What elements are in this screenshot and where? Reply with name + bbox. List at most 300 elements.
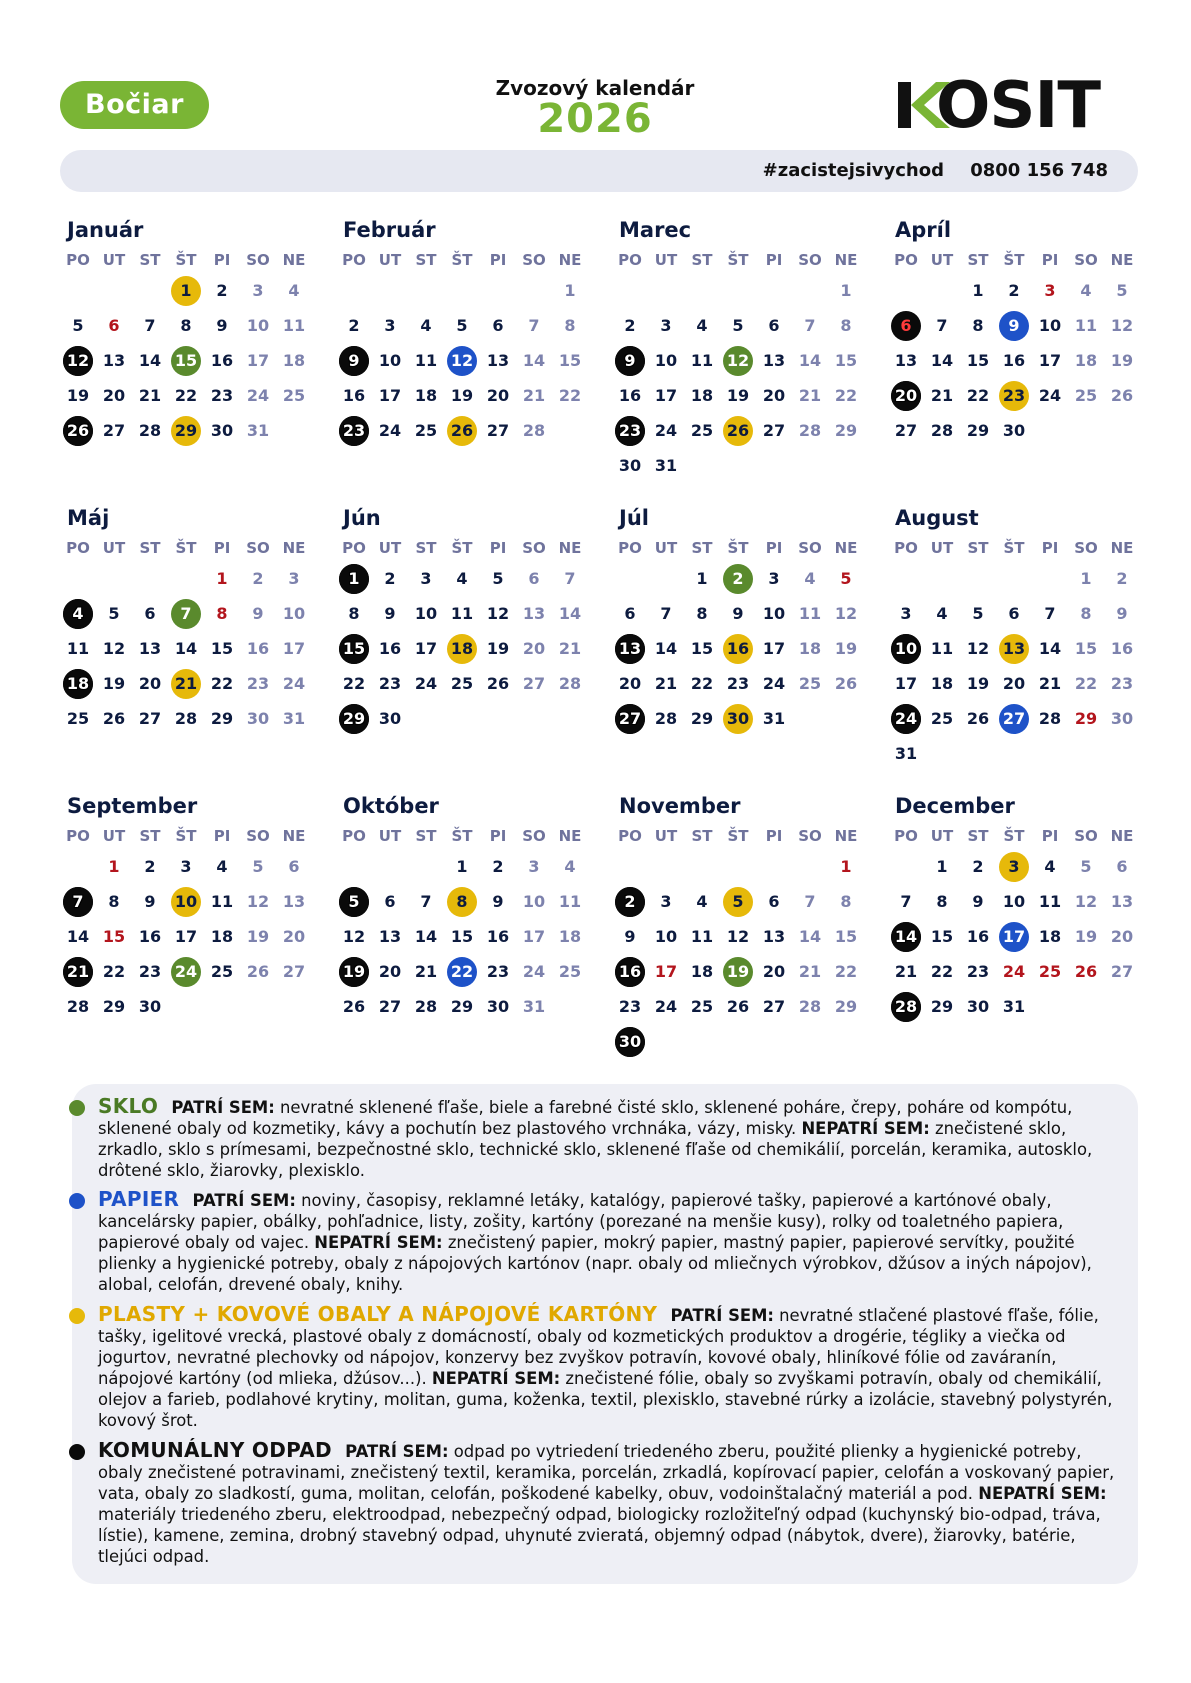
calendar-day: 7 — [660, 604, 672, 623]
calendar-day: 26 — [834, 674, 858, 693]
weekday-label: ST — [967, 539, 989, 557]
calendar-day: 13 — [615, 634, 645, 664]
calendar-day: 12 — [726, 927, 750, 946]
weekday-label: UT — [378, 539, 402, 557]
calendar-day: 9 — [144, 892, 156, 911]
calendar-day: 21 — [1038, 674, 1062, 693]
calendar-day: 14 — [138, 351, 162, 370]
calendar-day: 15 — [450, 927, 474, 946]
calendar-day: 3 — [252, 281, 264, 300]
calendar-day: 12 — [447, 346, 477, 376]
weekday-label: NE — [282, 539, 306, 557]
calendar-day: 20 — [762, 962, 786, 981]
weekday-label: ST — [139, 827, 161, 845]
calendar-day: 23 — [246, 674, 270, 693]
calendar-day: 12 — [63, 346, 93, 376]
calendar-day: 27 — [378, 997, 402, 1016]
calendar-day: 4 — [1044, 857, 1056, 876]
weekday-label: PI — [765, 827, 783, 845]
calendar-day: 28 — [930, 421, 954, 440]
calendar-day: 8 — [840, 892, 852, 911]
calendar-day: 21 — [138, 386, 162, 405]
calendar-day: 5 — [456, 316, 468, 335]
calendar-day: 21 — [414, 962, 438, 981]
month-name: Júl — [619, 506, 649, 530]
calendar-day: 6 — [768, 316, 780, 335]
calendar-day: 5 — [723, 887, 753, 917]
calendar-day: 4 — [216, 857, 228, 876]
weekday-label: PO — [66, 539, 90, 557]
weekday-label: SO — [1074, 539, 1098, 557]
calendar-day: 6 — [144, 604, 156, 623]
calendar-day: 30 — [615, 1027, 645, 1057]
calendar-day: 1 — [108, 857, 120, 876]
calendar-day: 17 — [522, 927, 546, 946]
calendar-day: 10 — [171, 887, 201, 917]
calendar-day: 3 — [900, 604, 912, 623]
blue-dot-icon — [69, 1193, 85, 1209]
calendar-day: 16 — [246, 639, 270, 658]
calendar-day: 21 — [522, 386, 546, 405]
calendar-title: Zvozový kalendár — [495, 76, 695, 100]
calendar-day: 25 — [930, 709, 954, 728]
calendar-day: 18 — [414, 386, 438, 405]
calendar-day: 8 — [216, 604, 228, 623]
calendar-day: 26 — [63, 416, 93, 446]
calendar-day: 15 — [558, 351, 582, 370]
calendar-day: 11 — [558, 892, 582, 911]
calendar-day: 28 — [798, 421, 822, 440]
weekday-label: ŠT — [1003, 539, 1025, 557]
calendar-day: 10 — [378, 351, 402, 370]
weekday-label: ŠT — [175, 539, 197, 557]
calendar-day: 17 — [654, 386, 678, 405]
calendar-day: 20 — [522, 639, 546, 658]
calendar-day: 4 — [804, 569, 816, 588]
weekday-label: PI — [213, 539, 231, 557]
calendar-day: 13 — [522, 604, 546, 623]
calendar-day: 19 — [726, 386, 750, 405]
calendar-day: 18 — [1074, 351, 1098, 370]
weekday-label: PO — [66, 251, 90, 269]
calendar-day: 2 — [348, 316, 360, 335]
month-4 — [888, 218, 1146, 498]
calendar-day: 25 — [1038, 962, 1062, 981]
calendar-day: 17 — [282, 639, 306, 658]
calendar-day: 30 — [246, 709, 270, 728]
calendar-day: 29 — [339, 704, 369, 734]
weekday-label: PI — [765, 539, 783, 557]
calendar-day: 11 — [66, 639, 90, 658]
weekday-label: ST — [691, 827, 713, 845]
month-6 — [336, 506, 594, 786]
calendar-day: 28 — [414, 997, 438, 1016]
calendar-day: 21 — [798, 962, 822, 981]
calendar-day: 21 — [63, 957, 93, 987]
calendar-day: 7 — [63, 887, 93, 917]
calendar-day: 1 — [840, 857, 852, 876]
weekday-label: ŠT — [451, 827, 473, 845]
weekday-label: PI — [213, 251, 231, 269]
calendar-day: 20 — [1002, 674, 1026, 693]
calendar-day: 2 — [723, 564, 753, 594]
calendar-day: 29 — [834, 997, 858, 1016]
calendar-day: 18 — [690, 386, 714, 405]
calendar-day: 1 — [972, 281, 984, 300]
calendar-day: 6 — [891, 311, 921, 341]
month-11 — [612, 794, 870, 1074]
calendar-day: 19 — [1074, 927, 1098, 946]
calendar-day: 1 — [936, 857, 948, 876]
weekday-label: UT — [102, 251, 126, 269]
weekday-label: PO — [618, 539, 642, 557]
calendar-day: 27 — [282, 962, 306, 981]
weekday-label: SO — [246, 251, 270, 269]
calendar-day: 24 — [414, 674, 438, 693]
calendar-day: 1 — [696, 569, 708, 588]
calendar-day: 4 — [420, 316, 432, 335]
calendar-day: 2 — [615, 887, 645, 917]
calendar-day: 12 — [966, 639, 990, 658]
calendar-day: 3 — [180, 857, 192, 876]
legend-no-text: znečistené sklo, zrkadlo, sklo s prímesami, bezpečnostné sklo, technické sklo, sklenené fľaše od chemikálií, porcelán, keramika, autosklo, drôtené sklo, žiarovky, plexisklo. — [98, 1119, 1093, 1180]
calendar-day: 22 — [1074, 674, 1098, 693]
calendar-day: 21 — [558, 639, 582, 658]
calendar-day: 15 — [966, 351, 990, 370]
month-name: August — [895, 506, 979, 530]
calendar-day: 10 — [1002, 892, 1026, 911]
legend-yes-text: nevratné stlačené plastové fľaše, fólie, tašky, igelitové vrecká, plastové obaly z domácností, obaly od kozmetických produktov a drogérie, tégliky a viečka od jogurtov, nevratné plechovky od nápojov, konzervy bez zvyškov potravín, kovové obaly, hliníkové fólie od zaváranín, nápojové kartóny (od mlieka, džúsov...). — [98, 1306, 1099, 1388]
calendar-day: 28 — [522, 421, 546, 440]
calendar-day: 17 — [999, 922, 1029, 952]
calendar-day: 16 — [723, 634, 753, 664]
weekday-label: ST — [415, 251, 437, 269]
calendar-day: 5 — [108, 604, 120, 623]
calendar-day: 11 — [798, 604, 822, 623]
calendar-day: 28 — [891, 992, 921, 1022]
calendar-day: 2 — [624, 316, 636, 335]
calendar-day: 2 — [252, 569, 264, 588]
calendar-day: 28 — [138, 421, 162, 440]
calendar-day: 4 — [564, 857, 576, 876]
calendar-day: 20 — [486, 386, 510, 405]
calendar-day: 29 — [834, 421, 858, 440]
calendar-day: 11 — [450, 604, 474, 623]
legend-no-text: materiály triedeného zberu, elektroodpad, nebezpečný odpad, biologicky rozložiteľný odpad (kuchynský bio-odpad, tráva, lístie), kamene, zemina, drobný stavebný odpad, uhynuté zvieratá, objemný odpad (nábytok, dvere), žiarovky, batérie, tlejúci odpad. — [98, 1505, 1101, 1566]
weekday-label: UT — [378, 827, 402, 845]
weekday-label: ŠT — [1003, 827, 1025, 845]
calendar-day: 12 — [102, 639, 126, 658]
weekday-label: UT — [102, 827, 126, 845]
calendar-day: 8 — [936, 892, 948, 911]
weekday-label: PO — [894, 539, 918, 557]
calendar-day: 7 — [171, 599, 201, 629]
calendar-day: 25 — [690, 997, 714, 1016]
calendar-day: 9 — [384, 604, 396, 623]
calendar-day: 14 — [654, 639, 678, 658]
calendar-day: 16 — [138, 927, 162, 946]
calendar-day: 6 — [384, 892, 396, 911]
calendar-day: 2 — [972, 857, 984, 876]
weekday-label: PO — [342, 827, 366, 845]
calendar-day: 16 — [378, 639, 402, 658]
calendar-day: 10 — [891, 634, 921, 664]
calendar-day: 22 — [966, 386, 990, 405]
calendar-day: 1 — [456, 857, 468, 876]
calendar-day: 12 — [1110, 316, 1134, 335]
calendar-day: 3 — [384, 316, 396, 335]
weekday-header — [888, 827, 1146, 847]
calendar-day: 25 — [1074, 386, 1098, 405]
calendar-day: 14 — [522, 351, 546, 370]
weekday-label: ŠT — [451, 251, 473, 269]
weekday-label: PO — [618, 827, 642, 845]
calendar-day: 1 — [840, 281, 852, 300]
calendar-day: 13 — [762, 927, 786, 946]
legend-no-label: NEPATRÍ SEM: — [431, 1369, 561, 1388]
month-8 — [888, 506, 1146, 786]
calendar-day: 18 — [282, 351, 306, 370]
calendar-day: 5 — [732, 316, 744, 335]
weekday-label: NE — [1110, 827, 1134, 845]
weekday-label: PI — [765, 251, 783, 269]
calendar-day: 16 — [615, 957, 645, 987]
calendar-day: 14 — [174, 639, 198, 658]
weekday-label: PI — [213, 827, 231, 845]
calendar-day: 22 — [102, 962, 126, 981]
calendar-day: 2 — [492, 857, 504, 876]
weekday-header — [888, 539, 1146, 559]
calendar-day: 8 — [696, 604, 708, 623]
calendar-day: 14 — [66, 927, 90, 946]
calendar-day: 18 — [447, 634, 477, 664]
calendar-day: 11 — [282, 316, 306, 335]
calendar-day: 28 — [798, 997, 822, 1016]
calendar-day: 8 — [564, 316, 576, 335]
calendar-day: 15 — [339, 634, 369, 664]
calendar-day: 17 — [894, 674, 918, 693]
weekday-label: SO — [522, 539, 546, 557]
calendar-day: 15 — [1074, 639, 1098, 658]
phone-number[interactable]: 0800 156 748 — [970, 160, 1108, 181]
weekday-label: ŠT — [727, 827, 749, 845]
calendar-day: 9 — [972, 892, 984, 911]
calendar-day: 25 — [210, 962, 234, 981]
calendar-day: 14 — [414, 927, 438, 946]
calendar-year: 2026 — [537, 96, 653, 142]
calendar-day: 30 — [210, 421, 234, 440]
month-name: December — [895, 794, 1015, 818]
calendar-day: 22 — [342, 674, 366, 693]
calendar-day: 9 — [216, 316, 228, 335]
weekday-label: NE — [834, 827, 858, 845]
calendar-day: 8 — [348, 604, 360, 623]
calendar-day: 3 — [1044, 281, 1056, 300]
calendar-day: 30 — [723, 704, 753, 734]
calendar-day: 24 — [762, 674, 786, 693]
weekday-label: NE — [558, 539, 582, 557]
calendar-day: 3 — [660, 892, 672, 911]
calendar-day: 19 — [339, 957, 369, 987]
calendar-day: 22 — [174, 386, 198, 405]
calendar-day: 7 — [900, 892, 912, 911]
weekday-label: SO — [246, 827, 270, 845]
calendar-day: 22 — [930, 962, 954, 981]
calendar-day: 27 — [762, 421, 786, 440]
calendar-day: 30 — [378, 709, 402, 728]
calendar-day: 18 — [558, 927, 582, 946]
calendar-day: 24 — [654, 421, 678, 440]
legend-yes-label: PATRÍ SEM: — [345, 1442, 449, 1461]
calendar-day: 11 — [414, 351, 438, 370]
weekday-label: ST — [691, 539, 713, 557]
weekday-label: ST — [691, 251, 713, 269]
calendar-day: 7 — [144, 316, 156, 335]
weekday-label: UT — [654, 827, 678, 845]
calendar-day: 8 — [840, 316, 852, 335]
calendar-day: 23 — [378, 674, 402, 693]
calendar-day: 30 — [1110, 709, 1134, 728]
waste-legend — [72, 1084, 1138, 1584]
calendar-day: 21 — [894, 962, 918, 981]
calendar-day: 11 — [690, 351, 714, 370]
calendar-day: 24 — [378, 421, 402, 440]
weekday-label: UT — [654, 251, 678, 269]
legend-no-label: NEPATRÍ SEM: — [801, 1119, 930, 1138]
calendar-day: 25 — [690, 421, 714, 440]
calendar-day: 23 — [138, 962, 162, 981]
calendar-day: 23 — [1110, 674, 1134, 693]
month-name: Október — [343, 794, 439, 818]
legend-yes-label: PATRÍ SEM: — [670, 1306, 774, 1325]
calendar-day: 16 — [618, 386, 642, 405]
legend-no-label: NEPATRÍ SEM: — [314, 1233, 443, 1252]
calendar-day: 20 — [891, 381, 921, 411]
calendar-day: 27 — [1110, 962, 1134, 981]
calendar-day: 13 — [282, 892, 306, 911]
calendar-day: 18 — [798, 639, 822, 658]
calendar-day: 13 — [999, 634, 1029, 664]
calendar-day: 15 — [834, 351, 858, 370]
calendar-day: 4 — [696, 892, 708, 911]
calendar-day: 19 — [450, 386, 474, 405]
legend-item-sklo — [98, 1096, 1118, 1181]
calendar-day: 16 — [342, 386, 366, 405]
weekday-label: SO — [522, 251, 546, 269]
calendar-day: 23 — [618, 997, 642, 1016]
calendar-day: 31 — [1002, 997, 1026, 1016]
calendar-day: 9 — [624, 927, 636, 946]
month-2 — [336, 218, 594, 498]
calendar-day: 4 — [63, 599, 93, 629]
calendar-day: 27 — [999, 704, 1029, 734]
calendar-day: 6 — [768, 892, 780, 911]
calendar-day: 15 — [210, 639, 234, 658]
calendar-day: 13 — [762, 351, 786, 370]
calendar-day: 25 — [450, 674, 474, 693]
calendar-day: 16 — [966, 927, 990, 946]
calendar-day: 13 — [894, 351, 918, 370]
weekday-header — [612, 539, 870, 559]
month-1 — [60, 218, 318, 498]
calendar-day: 8 — [1080, 604, 1092, 623]
weekday-label: PO — [618, 251, 642, 269]
calendar-day: 17 — [378, 386, 402, 405]
calendar-day: 17 — [246, 351, 270, 370]
calendar-day: 10 — [654, 351, 678, 370]
weekday-label: ŠT — [451, 539, 473, 557]
calendar-day: 21 — [930, 386, 954, 405]
month-name: Apríl — [895, 218, 952, 242]
calendar-day: 2 — [384, 569, 396, 588]
calendar-day: 6 — [288, 857, 300, 876]
calendar-day: 10 — [762, 604, 786, 623]
calendar-day: 20 — [102, 386, 126, 405]
calendar-day: 12 — [246, 892, 270, 911]
calendar-day: 30 — [966, 997, 990, 1016]
calendar-day: 30 — [618, 456, 642, 475]
weekday-label: ST — [139, 251, 161, 269]
weekday-label: NE — [558, 827, 582, 845]
weekday-label: SO — [246, 539, 270, 557]
calendar-day: 20 — [378, 962, 402, 981]
calendar-day: 11 — [210, 892, 234, 911]
weekday-label: NE — [282, 251, 306, 269]
weekday-label: UT — [654, 539, 678, 557]
calendar-day: 25 — [66, 709, 90, 728]
calendar-day: 5 — [492, 569, 504, 588]
weekday-label: ŠT — [175, 827, 197, 845]
calendar-day: 19 — [1110, 351, 1134, 370]
weekday-label: PO — [894, 251, 918, 269]
calendar-day: 2 — [1008, 281, 1020, 300]
calendar-day: 25 — [414, 421, 438, 440]
weekday-label: ŠT — [1003, 251, 1025, 269]
calendar-day: 7 — [804, 892, 816, 911]
month-name: Jún — [343, 506, 381, 530]
calendar-day: 27 — [522, 674, 546, 693]
weekday-label: UT — [930, 251, 954, 269]
calendar-day: 17 — [174, 927, 198, 946]
calendar-day: 16 — [1002, 351, 1026, 370]
calendar-day: 29 — [930, 997, 954, 1016]
calendar-day: 29 — [102, 997, 126, 1016]
weekday-label: PI — [1041, 539, 1059, 557]
calendar-day: 6 — [108, 316, 120, 335]
weekday-label: NE — [282, 827, 306, 845]
calendar-day: 4 — [1080, 281, 1092, 300]
calendar-day: 17 — [762, 639, 786, 658]
weekday-label: ST — [967, 251, 989, 269]
legend-no-label: NEPATRÍ SEM: — [978, 1484, 1107, 1503]
calendar-day: 1 — [339, 564, 369, 594]
calendar-day: 3 — [420, 569, 432, 588]
calendar-day: 27 — [615, 704, 645, 734]
calendar-day: 24 — [654, 997, 678, 1016]
calendar-day: 1 — [564, 281, 576, 300]
weekday-label: ST — [139, 539, 161, 557]
calendar-day: 10 — [1038, 316, 1062, 335]
calendar-day: 13 — [486, 351, 510, 370]
legend-yes-label: PATRÍ SEM: — [171, 1098, 275, 1117]
calendar-day: 11 — [690, 927, 714, 946]
calendar-day: 29 — [210, 709, 234, 728]
calendar-day: 26 — [723, 416, 753, 446]
calendar-day: 9 — [615, 346, 645, 376]
calendar-day: 11 — [930, 639, 954, 658]
weekday-label: NE — [1110, 251, 1134, 269]
calendar-day: 24 — [1002, 962, 1026, 981]
